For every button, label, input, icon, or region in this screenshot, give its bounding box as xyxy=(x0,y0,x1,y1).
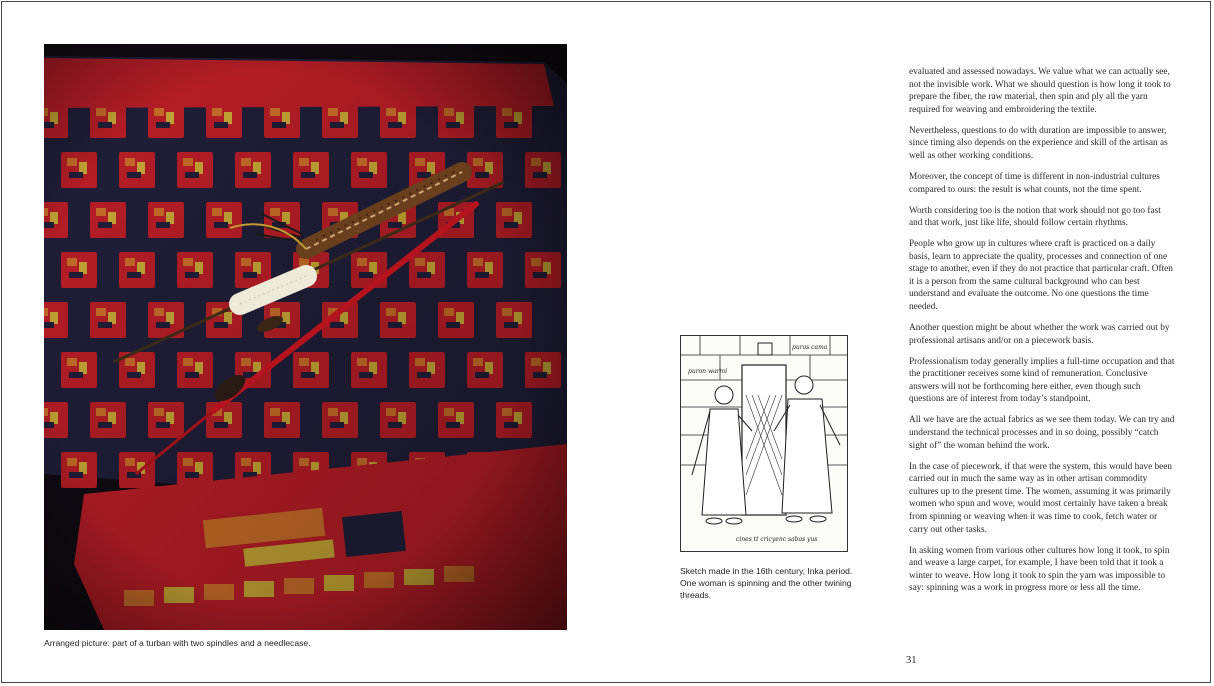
inka-sketch-drawing xyxy=(680,335,848,552)
body-text xyxy=(909,66,1175,603)
book-spread xyxy=(1,1,1211,683)
inka-sketch xyxy=(680,335,848,552)
paragraph: Another question might be about whether the work was carried out by professional artisans and/or on a piecework basis. xyxy=(909,323,1170,346)
textile-photo-image xyxy=(44,44,567,630)
page-number: 31 xyxy=(906,655,917,666)
sketch-caption: Sketch made in the 16th century, Inka period. One woman is spinning and the other twining threads. xyxy=(680,566,853,600)
paragraph: In asking women from various other cultures how long it took, to spin and weave a large carpet, for example, I have been told that it took a winter to weave. How long it took to spin the yarn was impossible to say: spinning was a work in progress more or less all the time. xyxy=(909,545,1170,594)
paragraph: Professionalism today generally implies a full-time occupation and that the practitioner receives some kind of remuneration. Conclusive answers will not be forthcoming here either, even though such questions are of interest from today’s standpoint. xyxy=(909,356,1175,405)
paragraph: All we have are the actual fabrics as we see them today. We can try and understand the technical processes and in so doing, possibly “catch sight of” the woman behind the work. xyxy=(909,415,1175,451)
paragraph: Worth considering too is the notion that work should not go too fast and that work, just like life, should follow certain rhythms. xyxy=(909,205,1161,229)
sketch-label-left: puron warmi xyxy=(688,368,728,375)
paragraph: evaluated and assessed nowadays. We value what we can actually see, not the invisible work. What we should question is how long it took to prepare the fiber, the raw material, then spin and ply all the yarn required for weaving and embroidering the textile. xyxy=(909,67,1171,115)
textile-photo xyxy=(44,44,567,630)
paragraph: Moreover, the concept of time is different in non-industrial cultures compared to ours: the result is what counts, not the time spent. xyxy=(909,171,1160,195)
paragraph: People who grow up in cultures where craft is practiced on a daily basis, learn to appreciate the quality, processes and connection of one stage to another, even if they do not practice that particular craft. Often it is a person from the same cultural background who can best understand and evaluate the outcome. No one questions the time needed. xyxy=(909,239,1173,313)
sketch-label-bottom: cines tt cricyenc sabas yus xyxy=(736,536,818,543)
paragraph: Nevertheless, questions to do with duration are impossible to answer, since timing also depends on the experience and skill of the artisan as well as other working conditions. xyxy=(909,125,1168,161)
sketch-label-right: puras cama xyxy=(792,344,828,351)
photo-caption: Arranged picture: part of a turban with two spindles and a needlecase. xyxy=(44,638,311,648)
paragraph: In the case of piecework, if that were the system, this would have been carried out in much the same way as in other artisan commodity cultures up to the present time. The women, assuming it was primarily women who spun and wove, would most certainly have taken a break from spinning or weaving when it was time to cook, fetch water or carry out other tasks. xyxy=(909,461,1173,535)
